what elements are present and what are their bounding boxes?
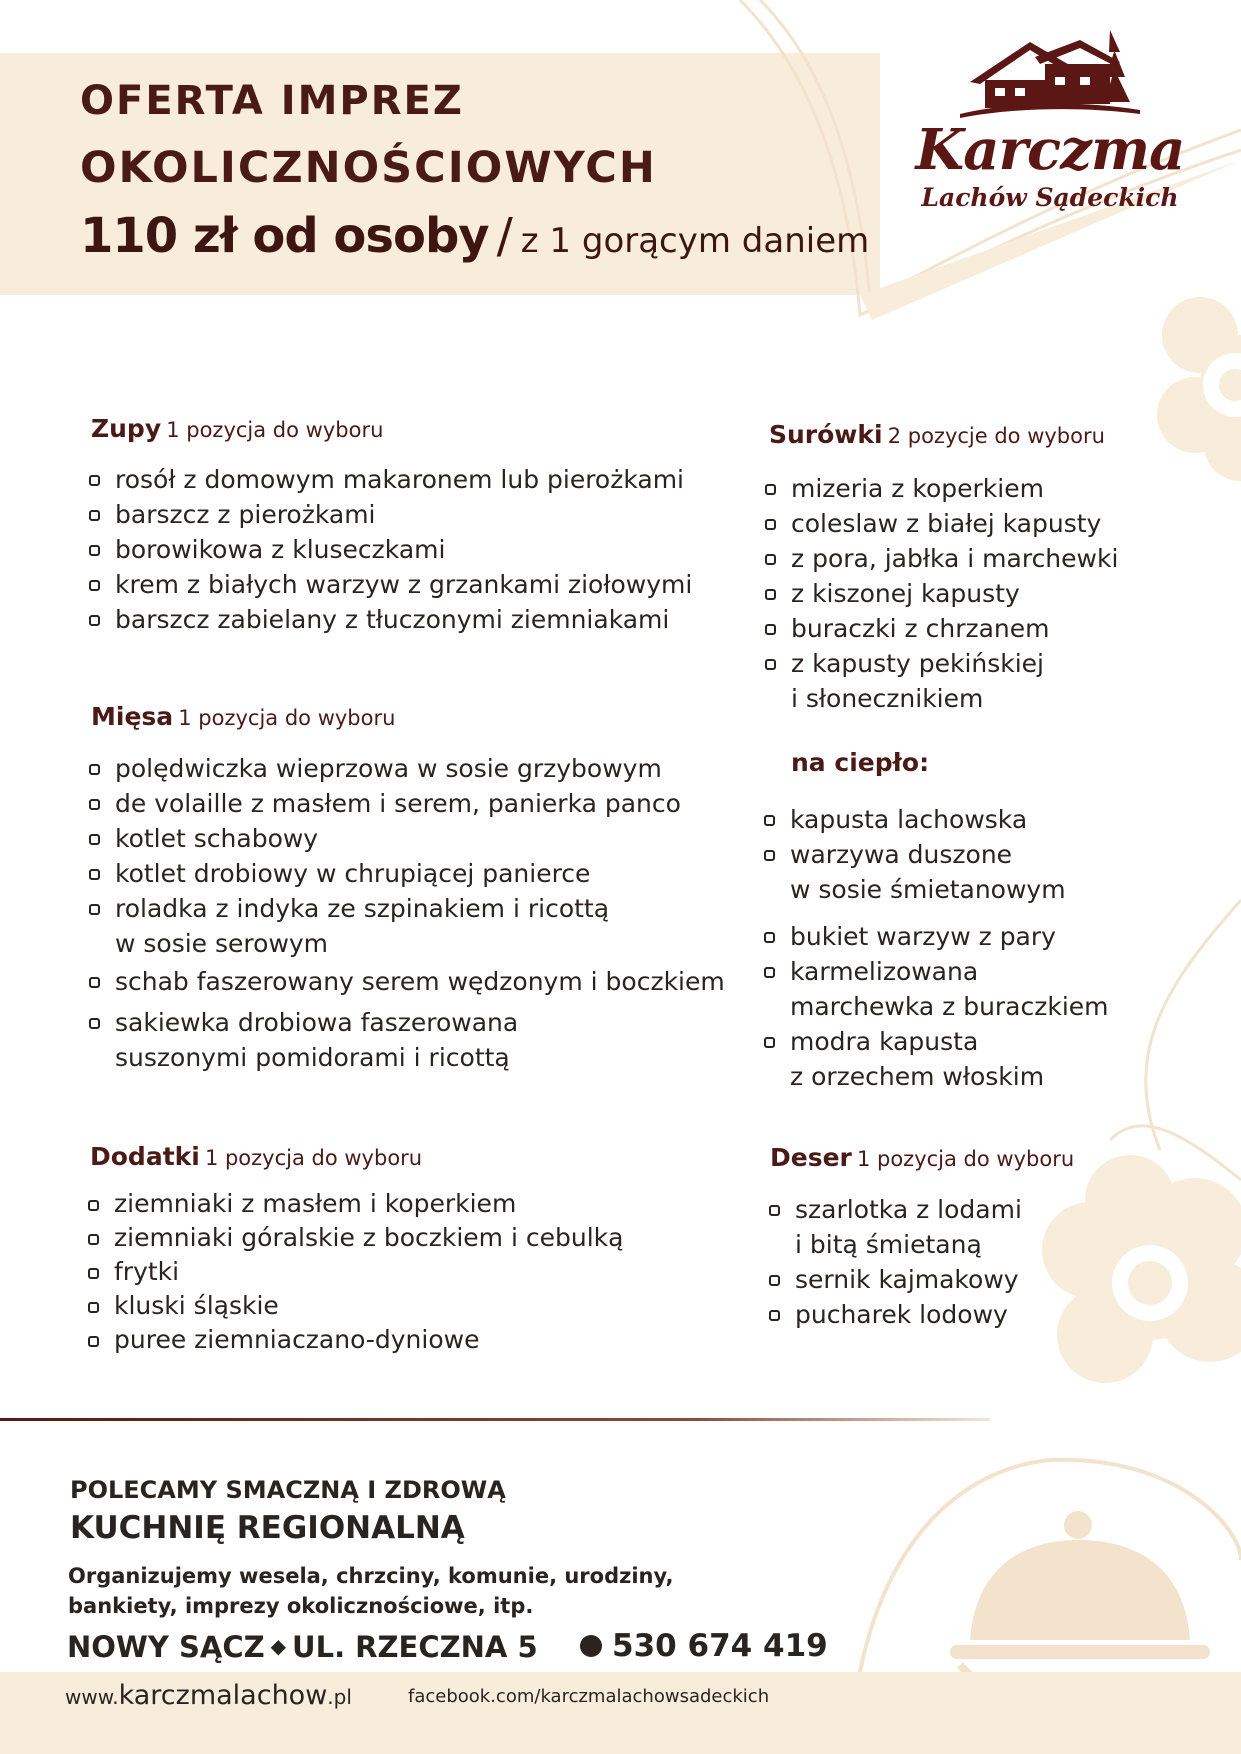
section-miesa-note: 1 pozycja do wyboru <box>178 706 396 730</box>
address-city: NOWY SĄCZ <box>67 1630 265 1664</box>
address <box>67 1630 538 1664</box>
section-miesa-title <box>91 702 395 731</box>
list-item-line-2: w sosie śmietanowym <box>790 875 1066 904</box>
price-line <box>80 208 869 264</box>
phone-number: 530 674 419 <box>612 1628 828 1664</box>
cottage-logo-icon <box>940 22 1160 122</box>
list-item: kotlet drobiowy w chrupiącej panierce <box>89 856 725 891</box>
phone-icon <box>580 1635 602 1657</box>
list-item <box>769 1192 1022 1262</box>
list-item: kotlet schabowy <box>89 821 725 856</box>
list-item: bukiet warzyw z pary <box>764 919 1109 954</box>
address-street: UL. RZECZNA 5 <box>292 1630 538 1664</box>
list-item <box>764 954 1109 1024</box>
section-surowki-note: 2 pozycje do wyboru <box>887 424 1105 448</box>
footer-divider <box>0 1418 990 1421</box>
section-surowki-label: Surówki <box>769 420 883 449</box>
section-dodatki-note: 1 pozycja do wyboru <box>204 1146 423 1170</box>
list-item: kluski śląskie <box>88 1289 623 1323</box>
miesa-list <box>89 751 725 1075</box>
list-item <box>765 646 1118 716</box>
footer-tagline-1: POLECAMY SMACZNĄ I ZDROWĄ <box>70 1476 506 1504</box>
section-surowki-title <box>769 420 1105 449</box>
website-suffix: .pl <box>327 1685 352 1709</box>
list-item-line-2: z orzechem włoskim <box>790 1062 1045 1091</box>
phone[interactable] <box>580 1628 828 1664</box>
list-item-line-2: marchewka z buraczkiem <box>790 992 1109 1021</box>
list-item-line: sakiewka drobiowa faszerowana <box>115 1008 519 1037</box>
list-item: barszcz z pierożkami <box>89 497 692 532</box>
list-item: ziemniaki góralskie z boczkiem i cebulką <box>88 1221 623 1255</box>
website-main: karczmalachow <box>118 1680 328 1711</box>
list-item: barszcz zabielany z tłuczonymi ziemniakami <box>89 602 692 637</box>
list-item: rosół z domowym makaronem lub pierożkami <box>89 462 692 497</box>
list-item-line: szarlotka z lodami <box>795 1195 1022 1224</box>
price-subtitle: z 1 gorącym daniem <box>520 221 870 261</box>
list-item-line-2: suszonymi pomidorami i ricottą <box>115 1043 510 1072</box>
website-prefix: www. <box>65 1685 119 1709</box>
list-item: frytki <box>88 1255 623 1289</box>
facebook-link[interactable]: facebook.com/karczmalachowsadeckich <box>408 1686 770 1707</box>
price-main: 110 zł od osoby <box>80 208 489 264</box>
list-item-line: z kapusty pekińskiej <box>791 649 1045 678</box>
dodatki-list <box>88 1187 623 1357</box>
list-item: mizeria z koperkiem <box>765 471 1118 506</box>
list-item-line-2: i bitą śmietaną <box>795 1230 982 1259</box>
list-item: sernik kajmakowy <box>769 1262 1022 1297</box>
list-item-line: warzywa duszone <box>790 840 1013 869</box>
website-link[interactable] <box>65 1680 352 1711</box>
section-zupy-note: 1 pozycja do wyboru <box>166 418 384 442</box>
deser-list <box>769 1192 1022 1332</box>
list-item: z pora, jabłka i marchewki <box>765 541 1118 576</box>
zupy-list <box>89 462 692 637</box>
list-item-line: roladka z indyka ze szpinakiem i ricottą <box>115 894 610 923</box>
list-item <box>764 1024 1109 1094</box>
logo-subtitle: Lachów Sądeckich <box>921 183 1179 212</box>
list-item: polędwiczka wieprzowa w sosie grzybowym <box>89 751 725 786</box>
section-deser-title <box>770 1143 1074 1172</box>
list-item: krem z białych warzyw z grzankami ziołowymi <box>89 567 692 602</box>
section-dodatki-label: Dodatki <box>90 1142 200 1171</box>
section-deser-note: 1 pozycja do wyboru <box>856 1147 1075 1171</box>
section-miesa-label: Mięsa <box>91 702 174 731</box>
list-item <box>89 891 725 961</box>
list-item <box>89 1005 725 1075</box>
list-item: de volaille z masłem i serem, panierka panco <box>89 786 725 821</box>
footer-tagline-2: KUCHNIĘ REGIONALNĄ <box>70 1510 465 1546</box>
footer-events-line-2: bankiety, imprezy okolicznościowe, itp. <box>68 1594 534 1618</box>
na-cieplo-title: na ciepło: <box>791 748 930 777</box>
list-item: coleslaw z białej kapusty <box>765 506 1118 541</box>
title-line-1: OFERTA IMPREZ <box>80 78 464 124</box>
section-deser-label: Deser <box>770 1143 852 1172</box>
list-item-line-2: i słonecznikiem <box>791 684 984 713</box>
list-item: buraczki z chrzanem <box>765 611 1118 646</box>
logo-name: Karczma <box>915 117 1185 183</box>
list-item-line-2: w sosie serowym <box>115 929 329 958</box>
list-item-line: modra kapusta <box>790 1027 979 1056</box>
list-item: pucharek lodowy <box>769 1297 1022 1332</box>
list-item: schab faszerowany serem wędzonym i boczkiem <box>89 964 725 999</box>
section-zupy-title <box>91 414 383 443</box>
list-item: puree ziemniaczano-dyniowe <box>88 1323 623 1357</box>
price-separator: / <box>496 208 513 264</box>
surowki-list <box>765 471 1118 716</box>
section-zupy-label: Zupy <box>91 414 162 443</box>
list-item: z kiszonej kapusty <box>765 576 1118 611</box>
footer-events <box>68 1561 674 1621</box>
na-cieplo-list <box>764 802 1109 1094</box>
list-item: kapusta lachowska <box>764 802 1109 837</box>
diamond-icon: ◆ <box>270 1634 287 1658</box>
section-dodatki-title <box>90 1142 422 1171</box>
list-item: borowikowa z kluseczkami <box>89 532 692 567</box>
list-item <box>764 837 1109 907</box>
footer-events-line-1: Organizujemy wesela, chrzciny, komunie, urodziny, <box>68 1564 674 1588</box>
list-item-line: karmelizowana <box>790 957 979 986</box>
title-line-2: OKOLICZNOŚCIOWYCH <box>80 143 657 193</box>
list-item: ziemniaki z masłem i koperkiem <box>88 1187 623 1221</box>
